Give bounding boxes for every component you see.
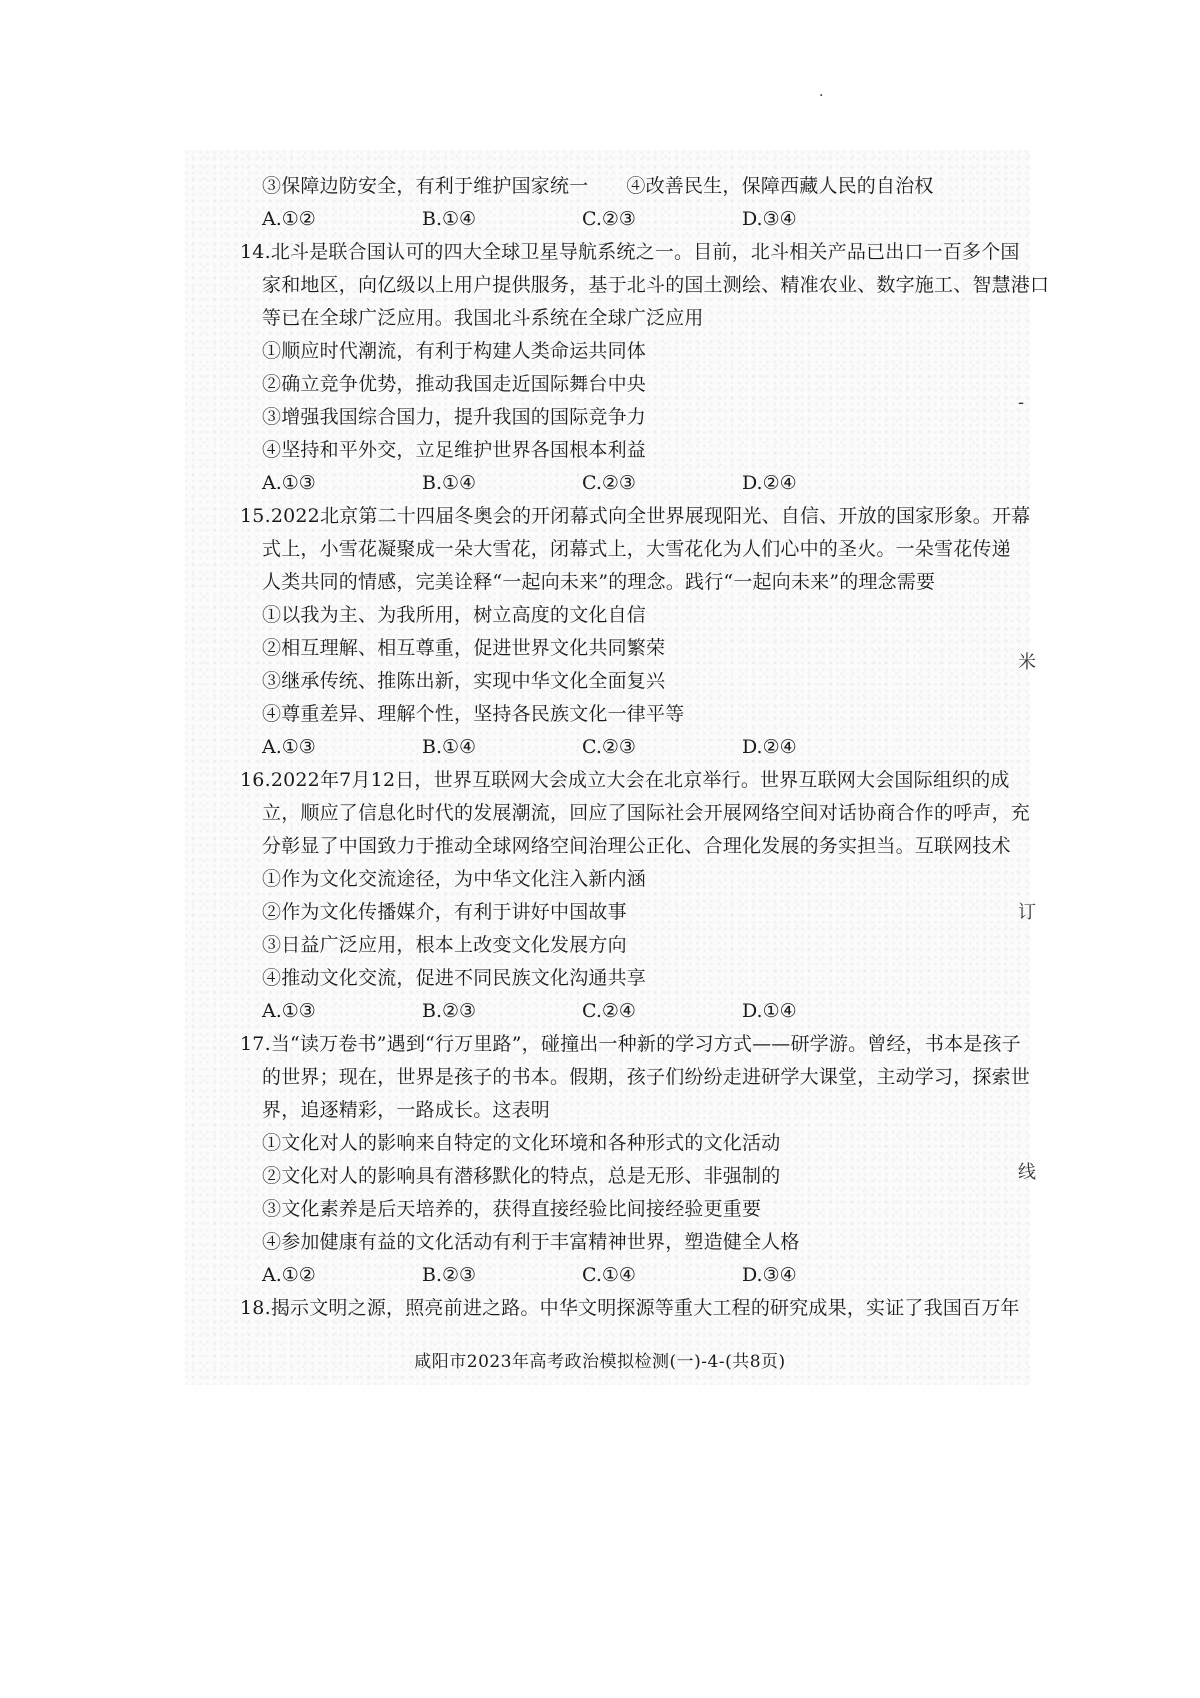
- q15-option: ④尊重差异、理解个性，坚持各民族文化一律平等: [262, 703, 685, 725]
- q15-stem-line: 15.2022北京第二十四届冬奥会的开闭幕式向全世界展现阳光、自信、开放的国家形象。开幕: [240, 505, 1031, 527]
- q16-stem-line: 分彰显了中国致力于推动全球网络空间治理公正化、合理化发展的务实担当。互联网技术: [262, 835, 1011, 857]
- choice: A.①③: [262, 1000, 316, 1022]
- q17-stem-line: 17.当“读万卷书”遇到“行万里路”，碰撞出一种新的学习方式——研学游。曾经，书本是孩子: [240, 1033, 1021, 1055]
- choice: C.②④: [582, 1000, 636, 1022]
- choice: C.②③: [582, 736, 636, 758]
- choice: B.①④: [422, 208, 477, 230]
- margin-mark: -: [1018, 392, 1025, 413]
- q16-option: ②作为文化传播媒介，有利于讲好中国故事: [262, 901, 627, 923]
- choice: D.③④: [742, 1264, 797, 1286]
- choice: D.①④: [742, 1000, 797, 1022]
- q16-choices: [262, 995, 1002, 1028]
- margin-mark: 线: [1018, 1162, 1036, 1183]
- choice: A.①②: [262, 208, 316, 230]
- q14-option: ①顺应时代潮流，有利于构建人类命运共同体: [262, 340, 647, 362]
- q18-stem-line: 18.揭示文明之源，照亮前进之路。中华文明探源等重大工程的研究成果，实证了我国百万年: [240, 1297, 1020, 1319]
- choice: C.②③: [582, 472, 636, 494]
- q15-option: ③继承传统、推陈出新，实现中华文化全面复兴: [262, 670, 666, 692]
- q17-stem-line: 的世界；现在，世界是孩子的书本。假期，孩子们纷纷走进研学大课堂，主动学习，探索世: [262, 1066, 1031, 1088]
- q13-options-row: [262, 170, 1002, 203]
- exam-content: [240, 170, 1050, 1325]
- q14-option: ③增强我国综合国力，提升我国的国际竞争力: [262, 406, 647, 428]
- q16-stem-line: 立，顺应了信息化时代的发展潮流，回应了国际社会开展网络空间对话协商合作的呼声，充: [262, 802, 1031, 824]
- q17-option: ③文化素养是后天培养的，获得直接经验比间接经验更重要: [262, 1198, 762, 1220]
- q15-option: ②相互理解、相互尊重，促进世界文化共同繁荣: [262, 637, 666, 659]
- choice: C.①④: [582, 1264, 636, 1286]
- margin-mark: 米: [1018, 652, 1036, 673]
- q17-option: ②文化对人的影响具有潜移默化的特点，总是无形、非强制的: [262, 1165, 781, 1187]
- q17-choices: [262, 1259, 1002, 1292]
- choice: D.③④: [742, 208, 797, 230]
- q14-stem-line: 14.北斗是联合国认可的四大全球卫星导航系统之一。目前，北斗相关产品已出口一百多个国: [240, 241, 1020, 263]
- q15-stem-line: 式上，小雪花凝聚成一朵大雪花，闭幕式上，大雪花化为人们心中的圣火。一朵雪花传递: [262, 538, 1011, 560]
- q13-option-4: ④改善民生，保障西藏人民的自治权: [626, 175, 934, 197]
- q15-option: ①以我为主、为我所用，树立高度的文化自信: [262, 604, 647, 626]
- choice: B.①④: [422, 736, 477, 758]
- choice: B.②③: [422, 1000, 477, 1022]
- q16-stem-line: 16.2022年7月12日，世界互联网大会成立大会在北京举行。世界互联网大会国际组织的成: [240, 769, 1010, 791]
- margin-mark: 订: [1018, 902, 1036, 923]
- choice: D.②④: [742, 472, 797, 494]
- q13-choices: [262, 203, 1002, 236]
- q14-stem-line: 家和地区，向亿级以上用户提供服务，基于北斗的国土测绘、精准农业、数字施工、智慧港口: [262, 274, 1050, 296]
- choice: A.①③: [262, 472, 316, 494]
- q16-option: ③日益广泛应用，根本上改变文化发展方向: [262, 934, 627, 956]
- page-footer: 咸阳市2023年高考政治模拟检测(一)-4-(共8页): [414, 1352, 786, 1372]
- choice: B.①④: [422, 472, 477, 494]
- q13-option-3: ③保障边防安全，有利于维护国家统一: [262, 175, 589, 197]
- choice: B.②③: [422, 1264, 477, 1286]
- q14-choices: [262, 467, 1002, 500]
- q16-option: ①作为文化交流途径，为中华文化注入新内涵: [262, 868, 647, 890]
- q17-option: ④参加健康有益的文化活动有利于丰富精神世界，塑造健全人格: [262, 1231, 800, 1253]
- q15-choices: [262, 731, 1002, 764]
- choice: C.②③: [582, 208, 636, 230]
- choice: A.①②: [262, 1264, 316, 1286]
- q17-option: ①文化对人的影响来自特定的文化环境和各种形式的文化活动: [262, 1132, 781, 1154]
- q14-option: ④坚持和平外交，立足维护世界各国根本利益: [262, 439, 647, 461]
- q16-option: ④推动文化交流，促进不同民族文化沟通共享: [262, 967, 647, 989]
- q14-stem-line: 等已在全球广泛应用。我国北斗系统在全球广泛应用: [262, 307, 704, 329]
- q14-option: ②确立竞争优势，推动我国走近国际舞台中央: [262, 373, 647, 395]
- scan-speck: ·: [819, 88, 824, 104]
- choice: A.①③: [262, 736, 316, 758]
- q17-stem-line: 界，追逐精彩，一路成长。这表明: [262, 1099, 551, 1121]
- choice: D.②④: [742, 736, 797, 758]
- q15-stem-line: 人类共同的情感，完美诠释“一起向未来”的理念。践行“一起向未来”的理念需要: [262, 571, 936, 593]
